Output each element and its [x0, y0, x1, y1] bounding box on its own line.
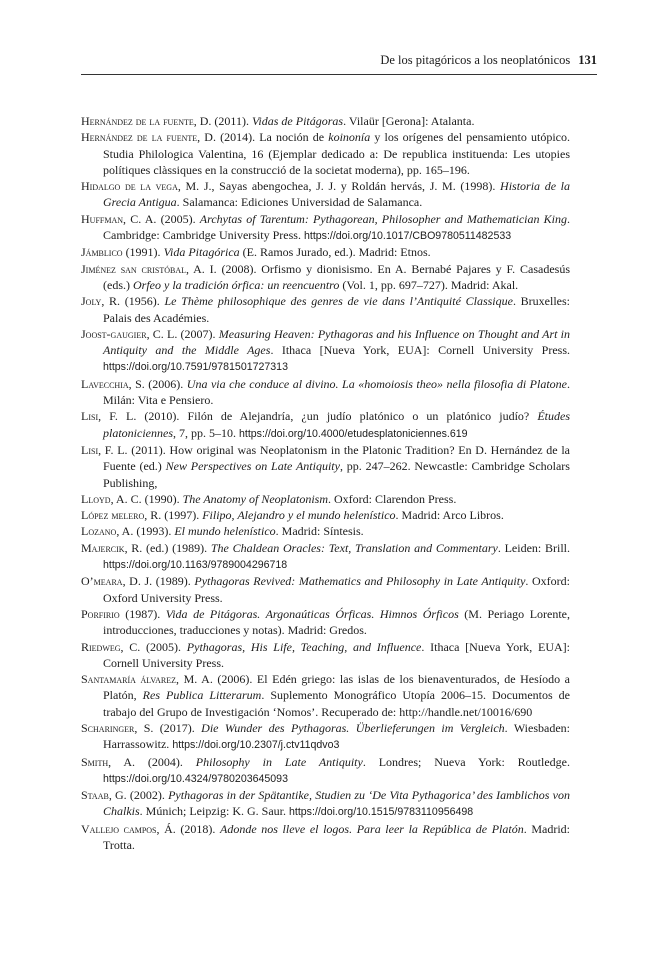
reference-title: koinonía	[328, 130, 371, 145]
reference-author: Jiménez san cristóbal	[81, 261, 186, 276]
reference-author: O’meara	[81, 574, 123, 589]
reference-entry: Staab, G. (2002). Pythagoras in der Spätantike, Studien zu ‘De Vita Pythagorica’ des Iamblichos von Chalkis. Múnich; Leipzig: K. G. Saur. https://doi.org/10.1515/9783110956498	[81, 788, 570, 819]
reference-title: Études platoniciennes	[103, 409, 570, 440]
bibliography-list	[81, 113, 570, 853]
reference-entry: O’meara, D. J. (1989). Pythagoras Revived: Mathematics and Philosophy in Late Antiquity. Oxford: Oxford University Press.	[81, 574, 570, 605]
reference-entry: Lisi, F. L. (2010). Filón de Alejandría, ¿un judío platónico o un platónico judío? Études platoniciennes, 7, pp. 5–10. https://doi.org/10.4000/etudesplatoniciennes.619	[81, 409, 570, 440]
reference-title: Philosophy in Late Antiquity	[195, 754, 363, 769]
reference-entry: Hernández de la fuente, D. (2014). La noción de koinonía y los orígenes del pensamiento utópico. Studia Philologica Valentina, 16 (Ejemplar dedicado a: De republica instituenda: Les utopies polítiques clàssiques en la construcció de la societat moderna), pp. 165–196.	[81, 130, 570, 177]
doi-link[interactable]: https://doi.org/10.7591/9781501727313	[103, 361, 288, 374]
reference-author: Santamaría álvarez	[81, 672, 177, 687]
reference-entry: Vallejo campos, Á. (2018). Adonde nos lleve el logos. Para leer la República de Platón. Madrid: Trotta.	[81, 821, 570, 853]
reference-author: Hernández de la fuente	[81, 130, 198, 145]
reference-author: Vallejo campos	[81, 821, 157, 836]
doi-link[interactable]: https://doi.org/10.1163/9789004296718	[103, 559, 288, 572]
page-number: 131	[578, 53, 597, 67]
reference-title: The Anatomy of Neoplatonism	[182, 491, 329, 506]
reference-author: Joly	[81, 294, 102, 309]
reference-title: Vidas de Pitágoras	[251, 114, 344, 128]
reference-author: Riedweg	[81, 639, 121, 654]
running-title: De los pitagóricos a los neoplatónicos	[380, 53, 571, 67]
reference-title: Pythagoras in der Spätantike, Studien zu ‘De Vita Pythagorica’ des Iamblichos von Chalkis	[103, 788, 570, 819]
reference-entry: Lozano, A. (1993). El mundo helenístico. Madrid: Síntesis.	[81, 524, 364, 539]
reference-title: Vida de Pitágoras. Argonaúticas Órficas. Himnos Órficos	[165, 606, 459, 621]
reference-title: Historia de la Grecia Antigua	[103, 179, 571, 210]
doi-link[interactable]: https://doi.org/10.2307/j.ctv11qdvo3	[172, 739, 340, 752]
reference-entry: Majercik, R. (ed.) (1989). The Chaldean Oracles: Text, Translation and Commentary. Leiden: Brill. https://doi.org/10.1163/9789004296718	[81, 540, 570, 572]
reference-title: Die Wunder des Pythagoras. Überlieferungen im Vergleich	[201, 720, 505, 735]
reference-title: Archytas of Tarentum: Pythagorean, Philosopher and Mathematician King	[199, 211, 568, 226]
reference-entry: Hidalgo de la vega, M. J., Sayas abengochea, J. J. y Roldán hervás, J. M. (1998). Historia de la Grecia Antigua. Salamanca: Ediciones Universidad de Salamanca.	[81, 179, 571, 210]
reference-author: Lisi	[81, 442, 99, 457]
doi-link[interactable]: https://doi.org/10.4000/etudesplatoniciennes.619	[238, 427, 468, 440]
reference-title: Res Publica Litterarum	[142, 688, 262, 703]
reference-author: Jámblico	[81, 245, 123, 260]
reference-entry: López melero, R. (1997). Filipo, Alejandro y el mundo helenístico. Madrid: Arco Libros.	[81, 508, 504, 523]
reference-title: The Chaldean Oracles: Text, Translation and Commentary	[210, 540, 498, 555]
doi-link[interactable]: https://doi.org/10.1515/9783110956498	[289, 806, 474, 819]
reference-entry: Smith, A. (2004). Philosophy in Late Antiquity. Londres; Nueva York: Routledge. https://doi.org/10.4324/9780203645093	[81, 754, 571, 785]
reference-entry: Jiménez san cristóbal, A. I. (2008). Orfismo y dionisismo. En A. Bernabé Pajares y F. Casadesús (eds.) Orfeo y la tradición órfica: un reencuentro (Vol. 1, pp. 697–727). Madrid: Akal.	[81, 261, 570, 292]
reference-author: Lozano	[81, 524, 117, 539]
reference-entry: Huffman, C. A. (2005). Archytas of Tarentum: Pythagorean, Philosopher and Mathematician King. Cambridge: Cambridge University Press. https://doi.org/10.1017/CBO9780511482533	[81, 211, 571, 243]
doi-link[interactable]: https://doi.org/10.1017/CBO9780511482533	[303, 230, 512, 243]
reference-title: New Perspectives on Late Antiquity	[165, 459, 340, 474]
reference-entry: Joost-gaugier, C. L. (2007). Measuring Heaven: Pythagoras and his Influence on Thought and Art in Antiquity and the Middle Ages. Ithaca [Nueva York, EUA]: Cornell University Press. https://doi.org/10.7591/9781501727313	[81, 326, 571, 374]
reference-author: Joost-gaugier	[81, 326, 147, 341]
reference-author: Huffman	[81, 211, 124, 226]
reference-title: Una via che conduce al divino. La «homoiosis theo» nella filosofia di Platone	[186, 376, 567, 391]
doi-link[interactable]: https://doi.org/10.4324/9780203645093	[103, 772, 288, 785]
reference-author: López melero	[81, 508, 145, 523]
reference-author: Smith	[81, 754, 109, 769]
reference-author: Majercik	[81, 540, 125, 555]
reference-author: Lavecchia	[81, 376, 129, 391]
reference-entry: Lavecchia, S. (2006). Una via che conduce al divino. La «homoiosis theo» nella filosofia di Platone. Milán: Vita e Pensiero.	[81, 376, 570, 408]
reference-title: Vida Pitagórica	[163, 245, 240, 260]
reference-title: El mundo helenístico	[174, 524, 276, 539]
reference-entry: Riedweg, C. (2005). Pythagoras, His Life, Teaching, and Influence. Ithaca [Nueva York, EUA]: Cornell University Press.	[81, 639, 570, 670]
reference-author: Scharinger	[81, 720, 135, 735]
reference-entry: Lloyd, A. C. (1990). The Anatomy of Neoplatonism. Oxford: Clarendon Press.	[81, 491, 457, 506]
reference-entry: Lisi, F. L. (2011). How original was Neoplatonism in the Platonic Tradition? En D. Hernández de la Fuente (ed.) New Perspectives on Late Antiquity, pp. 247–262. Newcastle: Cambridge Scholars Publishing,	[81, 442, 570, 490]
reference-title: Orfeo y la tradición órfica: un reencuentro	[133, 277, 340, 292]
reference-author: Hernández de la fuente	[81, 114, 194, 128]
running-header	[81, 52, 597, 75]
reference-author: Lisi	[81, 409, 99, 424]
reference-title: Adonde nos lleve el logos. Para leer la República de Platón	[220, 821, 524, 836]
reference-entry: Jámblico (1991). Vida Pitagórica (E. Ramos Jurado, ed.). Madrid: Etnos.	[81, 245, 431, 260]
reference-author: Staab	[81, 788, 109, 803]
reference-title: Pythagoras Revived: Mathematics and Philosophy in Late Antiquity	[194, 574, 526, 589]
reference-title: Le Thème philosophique des genres de vie dans l’Antiquité Classique	[164, 294, 513, 309]
reference-entry: Joly, R. (1956). Le Thème philosophique des genres de vie dans l’Antiquité Classique. Bruxelles: Palais des Académies.	[81, 294, 570, 325]
reference-entry: Porfirio (1987). Vida de Pitágoras. Argonaúticas Órficas. Himnos Órficos (M. Periago Lorente, introducciones, traducciones y notas). Madrid: Gredos.	[81, 606, 571, 638]
reference-author: Porfirio	[81, 606, 120, 621]
reference-title: Measuring Heaven: Pythagoras and his Influence on Thought and Art in Antiquity and the Middle Ages	[103, 326, 571, 358]
reference-author: Hidalgo de la vega	[81, 179, 178, 194]
reference-author: Lloyd	[81, 491, 111, 506]
reference-title: Filipo, Alejandro y el mundo helenístico	[202, 508, 396, 523]
reference-entry: Scharinger, S. (2017). Die Wunder des Pythagoras. Überlieferungen im Vergleich. Wiesbaden: Harrassowitz. https://doi.org/10.2307/j.ctv11qdvo3	[81, 720, 570, 752]
reference-entry: Santamaría álvarez, M. A. (2006). El Edén griego: las islas de los bienaventurados, de Hesíodo a Platón, Res Publica Litterarum. Suplemento Monográfico Utopía 2006–15. Documentos de trabajo del Grupo de Investigación ‘Nomos’. Recuperado de: http://handle.net/10016/690	[81, 672, 571, 719]
reference-title: Pythagoras, His Life, Teaching, and Influence	[186, 639, 422, 654]
reference-entry: Hernández de la fuente, D. (2011). Vidas de Pitágoras. Vilaür [Gerona]: Atalanta.	[81, 114, 475, 128]
